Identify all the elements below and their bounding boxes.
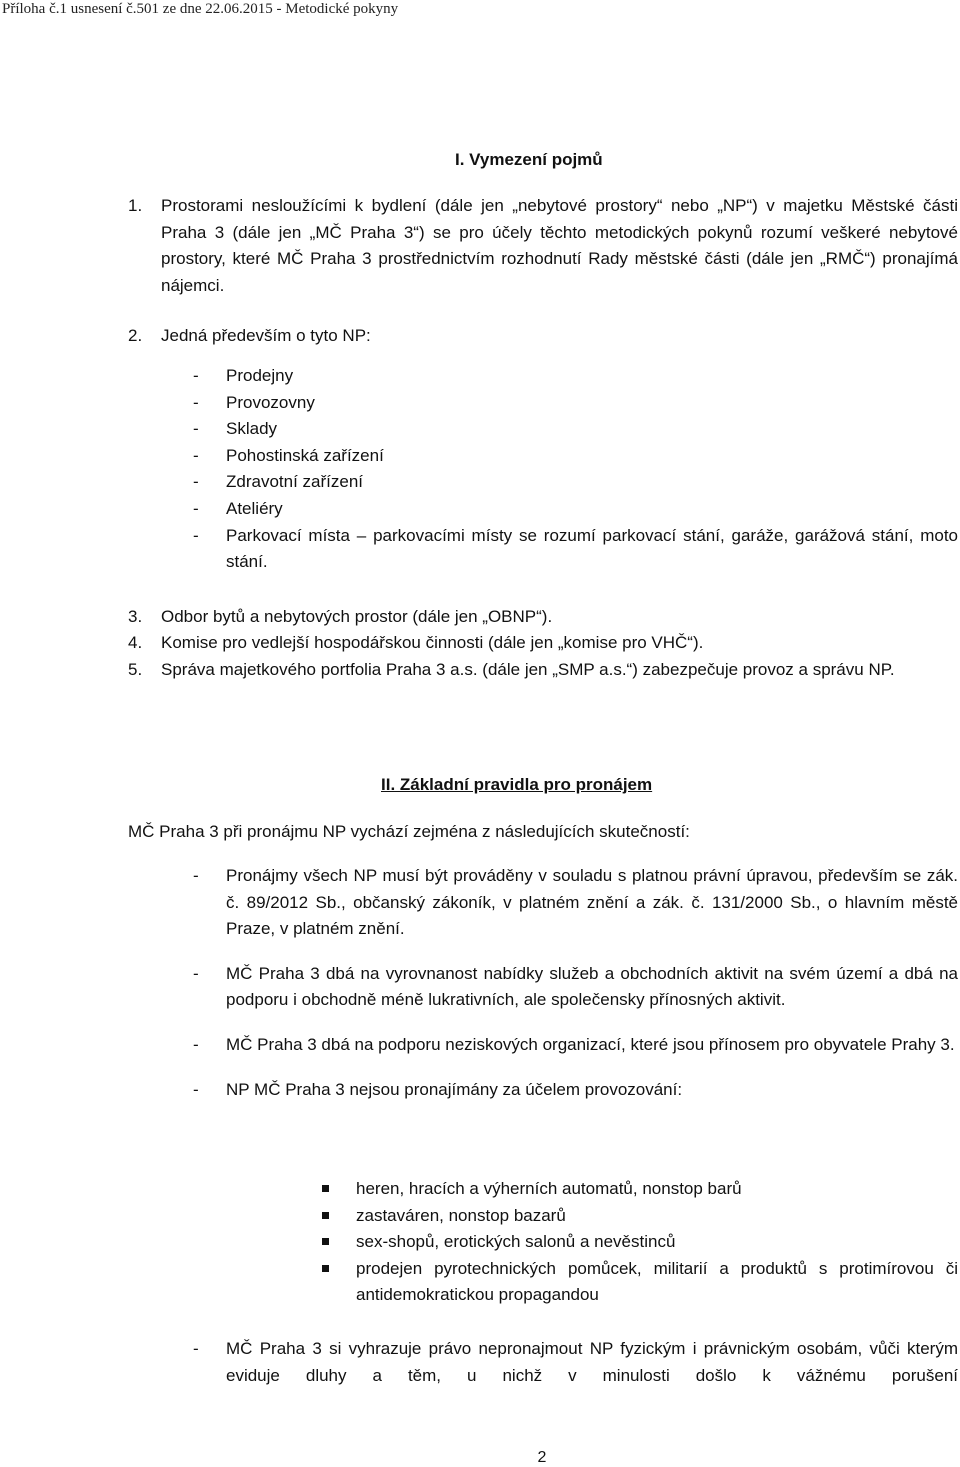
list-item: sex-shopů, erotických salonů a nevěstinců [322, 1229, 958, 1256]
list-item: - Pohostinská zařízení [193, 443, 958, 470]
list-item [128, 657, 958, 684]
rules-list-continued [193, 1336, 958, 1407]
list-item [128, 323, 958, 350]
list-item: - Zdravotní zařízení [193, 469, 958, 496]
item-text: Prostorami nesloužícími k bydlení (dále jen „nebytové prostory“ nebo „NP“) v majetku Městské části Praha 3 (dále jen „MČ Praha 3“) se pro účely těchto metodických pokynů rozumí veškeré nebytové prostory, které MČ Praha 3 prostřednictvím rozhodnutí Rady městské části (dále jen „RMČ“) pronajímá nájemci. [161, 196, 958, 295]
item-text: Správa majetkového portfolia Praha 3 a.s. (dále jen „SMP a.s.“) zabezpečuje provoz a správu NP. [161, 660, 895, 679]
section-2-title: II. Základní pravidla pro pronájem [381, 775, 653, 794]
list-item: - MČ Praha 3 dbá na vyrovnanost nabídky služeb a obchodních aktivit na svém území a dbá na podporu i obchodně méně lukrativních, ale společensky přínosných aktivit. [193, 961, 958, 1014]
square-bullet-icon [322, 1212, 329, 1219]
item-text: Komise pro vedlejší hospodářskou činnosti (dále jen „komise pro VHČ“). [161, 633, 704, 652]
item-number: 1. [128, 196, 143, 215]
header-note: Příloha č.1 usnesení č.501 ze dne 22.06.2015 - Metodické pokyny [2, 1, 399, 17]
list-item: - Prodejny [193, 363, 958, 390]
list-item: - Parkovací místa – parkovacími místy se rozumí parkovací stání, garáže, garážová stání, moto stání. [193, 523, 958, 576]
square-bullet-icon [322, 1265, 329, 1272]
item-number: 2. [128, 326, 143, 345]
square-bullet-icon [322, 1185, 329, 1192]
list-item: - Sklady [193, 416, 958, 443]
list-item: - NP MČ Praha 3 nejsou pronajímány za účelem provozování: [193, 1077, 958, 1104]
page-number: 2 [537, 1449, 547, 1466]
np-types-list [193, 363, 958, 576]
item-number: 5. [128, 660, 143, 679]
list-item [128, 193, 958, 299]
item-number: 3. [128, 607, 143, 626]
list-item [128, 604, 958, 631]
list-item: heren, hracích a výherních automatů, nonstop barů [322, 1176, 958, 1203]
rules-list [193, 863, 958, 1121]
prohibited-list [322, 1176, 958, 1309]
list-item: - MČ Praha 3 dbá na podporu neziskových organizací, které jsou přínosem pro obyvatele Prahy 3. [193, 1032, 958, 1059]
list-item [128, 630, 958, 657]
list-item: - Pronájmy všech NP musí být prováděny v souladu s platnou právní úpravou, především se zák. č. 89/2012 Sb., občanský zákoník, v platném znění a zák. č. 131/2000 Sb., o hlavním městě Praze, v platném znění. [193, 863, 958, 943]
square-bullet-icon [322, 1238, 329, 1245]
list-item: prodejen pyrotechnických pomůcek, militarií a produktů s protimírovou či antidemokratickou propagandou [322, 1256, 958, 1309]
list-item: zastaváren, nonstop bazarů [322, 1203, 958, 1230]
item-number: 4. [128, 633, 143, 652]
list-item: - MČ Praha 3 si vyhrazuje právo nepronajmout NP fyzickým i právnickým osobám, vůči kterým eviduje dluhy a těm, u nichž v minulosti došlo k vážnému porušení [193, 1336, 958, 1389]
list-item: - Provozovny [193, 390, 958, 417]
section-2-intro: MČ Praha 3 při pronájmu NP vychází zejména z následujících skutečností: [128, 822, 690, 841]
item-text: Jedná především o tyto NP: [161, 326, 371, 345]
section-1-title: I. Vymezení pojmů [455, 150, 603, 169]
list-item: - Ateliéry [193, 496, 958, 523]
item-text: Odbor bytů a nebytových prostor (dále jen „OBNP“). [161, 607, 553, 626]
